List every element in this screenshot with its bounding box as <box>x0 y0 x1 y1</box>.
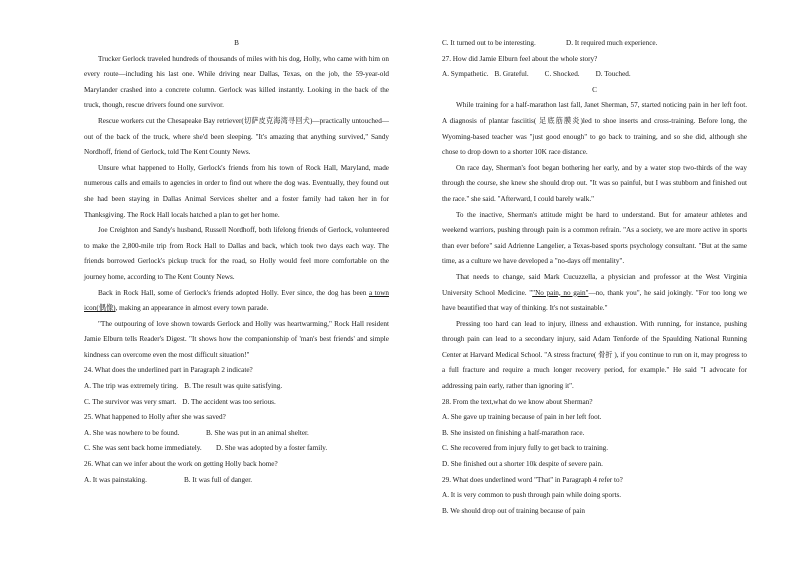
passage-c-paragraph-1: While training for a half-marathon last fall, Janet Sherman, 57, started noticing pain in her left foot. A diagnosis of plantar fasciitis( 足底筋膜炎)led to shoe inserts and cross-training. Before long, the Wyoming-based teacher was "just good enough" to go back to training, and so she did, although she chose to drop down to a shorter 10K race distance. <box>442 101 747 157</box>
option-24-b: B. The result was quite satisfying. <box>184 382 283 391</box>
option-28-d: D. She finished out a shorter 10k despite of severe pain. <box>442 460 603 469</box>
passage-b-paragraph-4: Joe Creighton and Sandy's husband, Russell Nordhoff, both lifelong friends of Gerlock, volunteered to make the 2,800-mile trip from Rock Hall to Dallas and back, which took two days each way. The friends borrowed Gerlock's pickup truck for the road, so Holly would feel more comfortable on the journey home, according to The Kent County News. <box>84 226 389 281</box>
option-24-d: D. The accident was too serious. <box>182 397 276 406</box>
option-28-b: B. She insisted on finishing a half-marathon race. <box>442 428 585 437</box>
option-27-b: B. Grateful. <box>494 70 529 79</box>
option-26-d: D. It required much experience. <box>566 39 658 47</box>
question-26-options-ab <box>84 473 389 489</box>
option-29-b: B. We should drop out of training because of pain <box>442 506 586 515</box>
question-28: 28. From the text,what do we know about Sherman? <box>442 397 593 406</box>
question-24: 24. What does the underlined part in Paragraph 2 indicate? <box>84 366 253 375</box>
p4-text-after: —no, thank you", he said jokingly. "For too long we have beautified that way of thinking. It's not sustainable." <box>442 288 747 313</box>
option-24-c: C. The survivor was very smart. <box>84 397 177 406</box>
passage-c-paragraph-2: On race day, Sherman's foot began bothering her early, and by a water stop two-thirds of the way through the course, she knew she should drop out. "It was so painful, but I was stubborn and finished out the race." she said. "Afterward, I could barely walk." <box>442 163 747 203</box>
option-27-c: C. Shocked. <box>544 70 580 79</box>
option-26-a: A. It was painstaking. <box>84 475 147 484</box>
left-column <box>84 36 389 488</box>
passage-b-paragraph-2: Rescue workers cut the Chesapeake Bay retriever(切萨皮克海湾寻回犬)—practically untouched—out of the back of the truck, where she'd been sleeping. "It's amazing that anything survived," Sandy Nordhoff, friend of Gerlock, told The Kent County News. <box>84 116 389 157</box>
passage-b-paragraph-6: "The outpouring of love shown towards Gerlock and Holly was heartwarming," Rock Hall resident Jamie Elburn tells Reader's Digest. "It shows how the companionship of 'man's best friends' and simple kindness can overcome even the most difficult situation!" <box>84 319 389 359</box>
question-25: 25. What happened to Holly after she was saved? <box>84 413 226 422</box>
option-26-c: C. It turned out to be interesting. <box>442 39 536 47</box>
section-c-label: C <box>592 85 597 94</box>
option-26-b: B. It was full of danger. <box>184 475 253 484</box>
right-column <box>442 36 747 519</box>
question-25-options-cd <box>84 441 389 457</box>
passage-c-paragraph-5: Pressing too hard can lead to injury, illness and exhaustion. With running, for instance, pushing through pain can lead to a secondary injury, said Adam Tenforde of the Spaulding National Running Center at Harvard Medical School. "A stress fracture( 骨折 ), if you continue to run on it, may progress to a full fracture and require a much longer recovery period, for example." He said "I advocate for addressing pain early, rather than ignoring it". <box>442 319 747 391</box>
passage-b-paragraph-3: Unsure what happened to Holly, Gerlock's friends from his town of Rock Hall, Maryland, made numerous calls and emails to agencies in order to find out where the dog was. Eventually, they found out she had been staying in Dallas Animal Services shelter and a foster family had taken her in for Thanksgiving. The Rock Hall locals hatched a plan to get her home. <box>84 163 389 219</box>
option-29-a: A. It is very common to push through pain while doing sports. <box>442 491 622 500</box>
option-25-c: C. She was sent back home immediately. <box>84 444 202 453</box>
option-25-d: D. She was adopted by a foster family. <box>216 444 328 453</box>
option-28-c: C. She recovered from injury fully to get back to training. <box>442 444 609 453</box>
option-24-a: A. The trip was extremely tiring. <box>84 382 179 391</box>
option-27-d: D. Touched. <box>595 70 631 79</box>
p5-text-after: , making an appearance in almost every town parade. <box>115 304 269 313</box>
passage-b-paragraph-5 <box>84 286 389 317</box>
question-29: 29. What does underlined word "That" in Paragraph 4 refer to? <box>442 475 623 484</box>
passage-c-paragraph-4 <box>442 270 747 317</box>
option-28-a: A. She gave up training because of pain in her left foot. <box>442 413 602 422</box>
question-26-options-cd <box>442 36 747 52</box>
question-24-options-cd <box>84 395 389 411</box>
section-b-label: B <box>234 39 239 47</box>
option-25-b: B. She was put in an animal shelter. <box>206 428 309 437</box>
underlined-quote: "No pain, no gain" <box>532 288 589 297</box>
question-26: 26. What can we infer about the work on getting Holly back home? <box>84 460 278 469</box>
option-25-a: A. She was nowhere to be found. <box>84 428 180 437</box>
p4-text-before: That needs to change, said Mark Cucuzzella, a physician and professor at the West Virginia University School Medicine. " <box>442 272 747 297</box>
underlined-phrase: a town icon(偶像) <box>84 288 389 313</box>
passage-c-paragraph-3: To the inactive, Sherman's attitude might be hard to understand. But for amateur athletes and weekend warriors, pushing through pain is a common refrain. "As a society, we are more active in sports than ever before" said Adrienne Langelier, a Texas-based sports psychology consultant. "But at the same time, as a culture we have developed a "no-days off mentality". <box>442 210 747 266</box>
option-27-a: A. Sympathetic. <box>442 70 489 79</box>
passage-b-paragraph-1: Trucker Gerlock traveled hundreds of thousands of miles with his dog, Holly, who came with him on every route—including his last one. While driving near Dallas, Texas, on the job, the 59-year-old Marylander crashed into a concrete column. Gerlock was killed instantly. Looking in the back of the truck, though, rescue drivers found one survivor. <box>84 54 389 110</box>
question-25-options-ab <box>84 426 389 442</box>
question-27-options <box>442 67 747 83</box>
p5-text-before: Back in Rock Hall, some of Gerlock's friends adopted Holly. Ever since, the dog has been <box>98 288 369 297</box>
question-24-options-ab <box>84 379 389 395</box>
question-27: 27. How did Jamie Elburn feel about the whole story? <box>442 54 598 63</box>
